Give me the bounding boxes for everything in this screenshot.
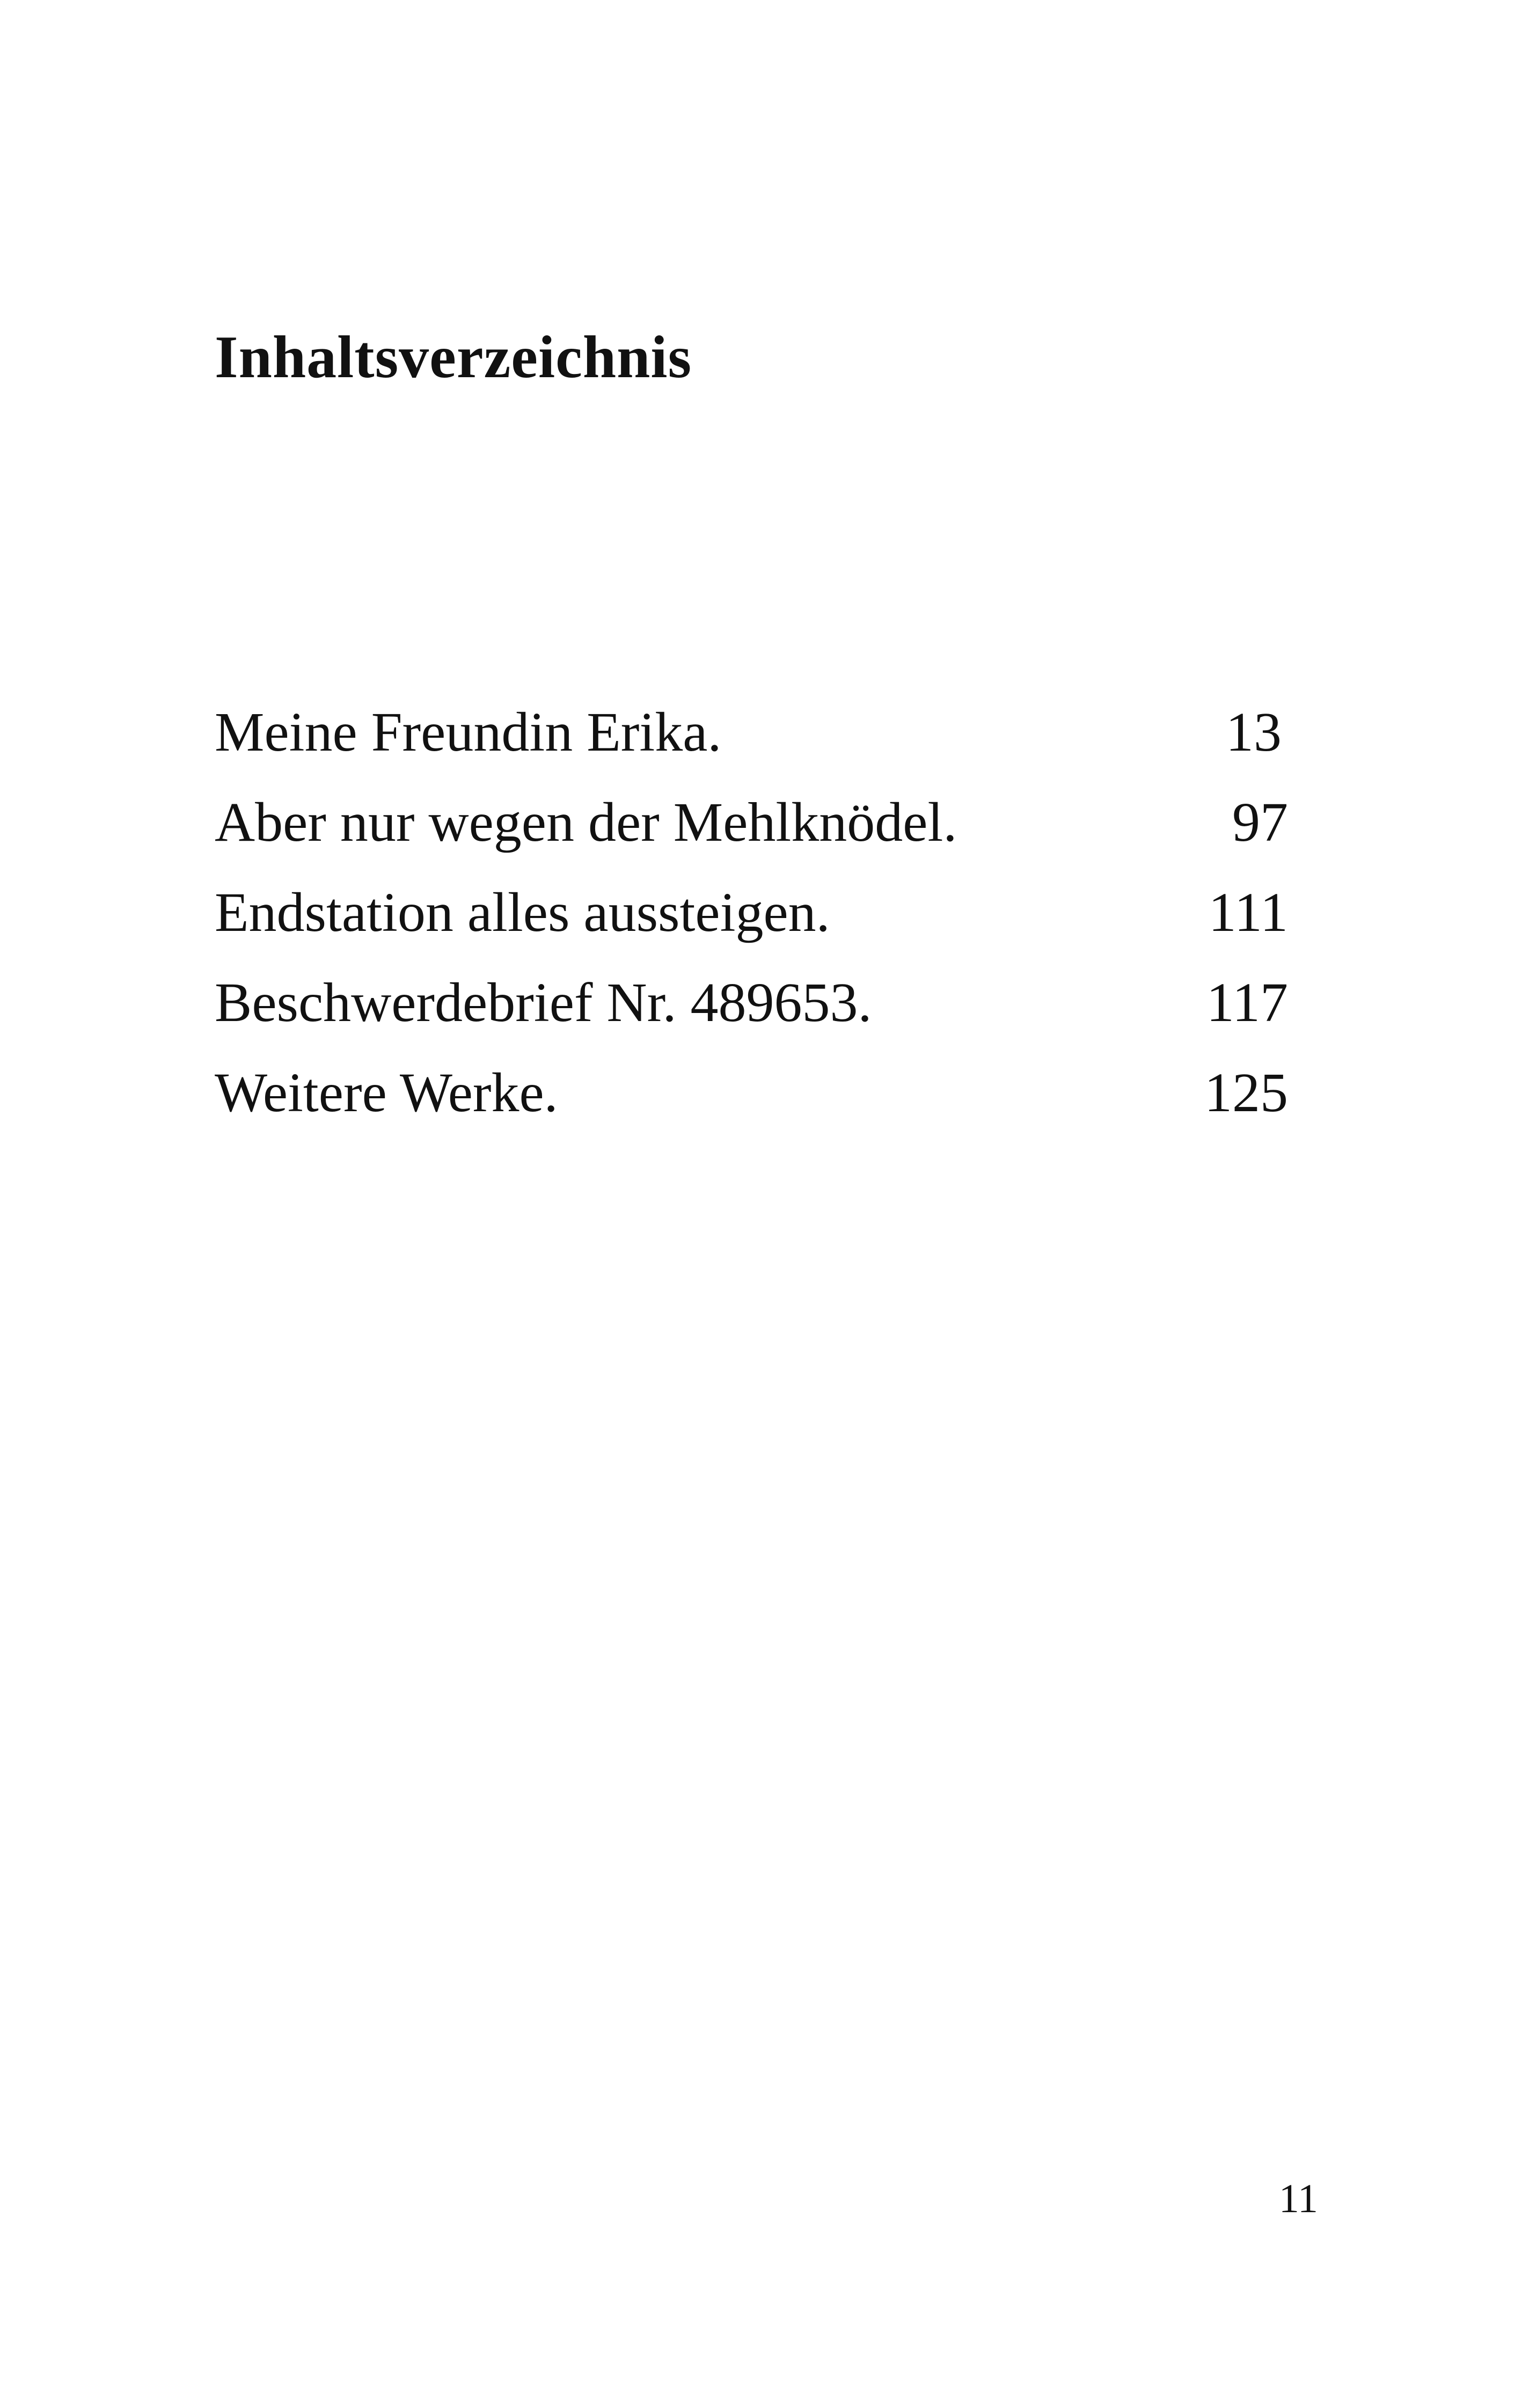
toc-entry [215,875,1288,965]
toc-list [215,695,1288,1146]
toc-entry-title: Endstation alles aussteigen. [215,882,830,943]
toc-heading: Inhaltsverzeichnis [215,324,692,391]
toc-entry [215,1055,1288,1146]
toc-entry-page: 97 [1232,791,1288,853]
toc-entry-title: Weitere Werke. [215,1062,558,1124]
toc-entry [215,785,1288,875]
toc-entry-title: Meine Freundin Erika. [215,701,722,763]
page-number: 11 [1278,2176,1318,2221]
toc-entry-title: Aber nur wegen der Mehlknödel. [215,791,957,853]
toc-entry-title: Beschwerdebrief Nr. 489653. [215,972,872,1033]
toc-entry [215,965,1288,1055]
toc-entry [215,695,1288,785]
toc-entry-page: 111 [1208,882,1288,943]
toc-entry-page: 125 [1204,1062,1288,1124]
toc-entry-page: 117 [1206,972,1288,1033]
toc-entry-page: 13 [1226,701,1282,763]
